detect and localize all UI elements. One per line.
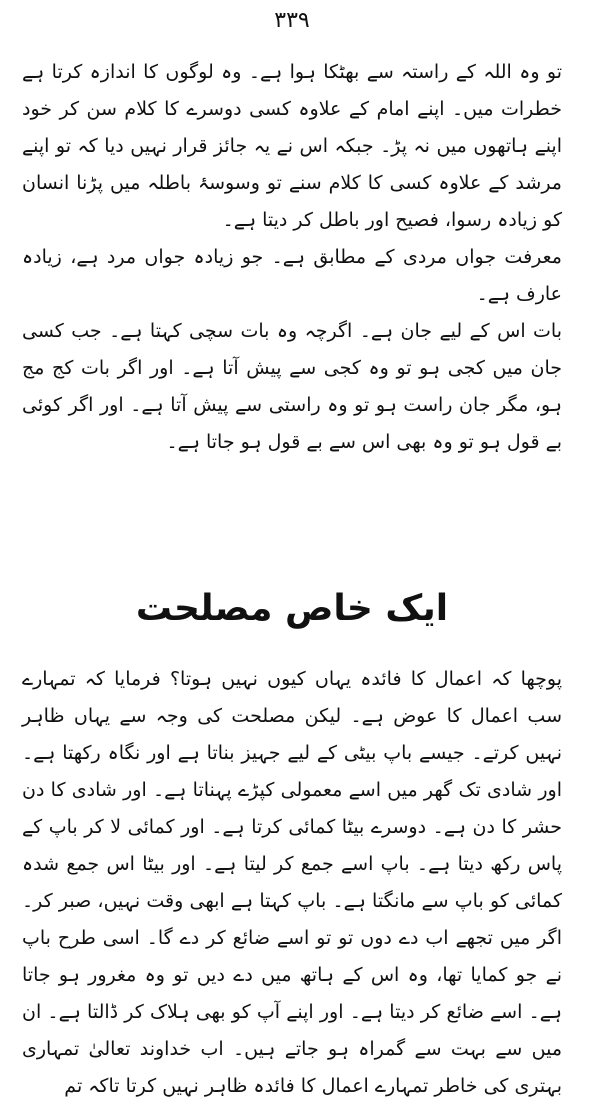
paragraph-2: معرفت جواں مردی کے مطابق ہے۔ جو زیادہ جواں مرد ہے، زیادہ عارف ہے۔ xyxy=(22,246,562,305)
paragraph-3: بات اس کے لیے جان ہے۔ اگرچہ وہ بات سچی کہتا ہے۔ جب کسی جان میں کجی ہو تو وہ کجی سے پیش آتا ہے۔ اور اگر بات کج مج ہو، مگر جان راست ہو تو وہ راستی سے پیش آتا ہے۔ اور اگر کوئی بے قول ہو تو وہ بھی اس سے بے قول ہو جاتا ہے۔ xyxy=(22,320,562,453)
section-heading: ایک خاص مصلحت xyxy=(135,588,449,629)
page-number: ۳۳۹ xyxy=(274,8,310,33)
paragraph-4: پوچھا کہ اعمال کا فائدہ یہاں کیوں نہیں ہوتا؟ فرمایا کہ تمہارے سب اعمال کا عوض ہے۔ لیکن مصلحت کی وجہ سے یہاں ظاہر نہیں کرتے۔ جیسے باپ بیٹی کے لیے جہیز بناتا ہے اور نگاہ رکھتا ہے۔ اور شادی تک گھر میں اسے معمولی کپڑے پہناتا ہے۔ اور شادی کا دن حشر کا دن ہے۔ دوسرے بیٹا کمائی کرتا ہے۔ اور کمائی لا کر باپ کے پاس رکھ دیتا ہے۔ باپ اسے جمع کر لیتا ہے۔ اور بیٹا اس جمع شدہ کمائی کو باپ سے مانگتا ہے۔ باپ کہتا ہے ابھی وقت نہیں، صبر کر۔ اگر میں تجھے اب دے دوں تو تو اسے ضائع کر دے گا۔ اسی طرح باپ نے جو کمایا تھا، وہ اس کے ہاتھ میں دے دیں تو وہ مغرور ہو جاتا ہے۔ اسے ضائع کر دیتا ہے۔ اور اپنے آپ کو بھی ہلاک کر ڈالتا ہے۔ ان میں سے بہت سے گمراہ ہو جاتے ہیں۔ اب خداوند تعالیٰ تمہاری بہتری کی خاطر تمہارے اعمال کا فائدہ ظاہر نہیں کرتا تاکہ تم xyxy=(22,668,562,1097)
paragraph-1: تو وہ اللہ کے راستہ سے بھٹکا ہوا ہے۔ وہ لوگوں کا اندازہ کرتا ہے خطرات میں۔ اپنے امام کے علاوہ کسی دوسرے کا کلام سن کر خود اپنے ہاتھوں میں نہ پڑ۔ جبکہ اس نے یہ جائز قرار نہیں دیا کہ تو اپنے مرشد کے علاوہ کسی کا کلام سنے تو وسوسۂ باطلہ میں پڑنا انسان کو زیادہ رسوا، فصیح اور باطل کر دیتا ہے۔ xyxy=(22,61,562,231)
